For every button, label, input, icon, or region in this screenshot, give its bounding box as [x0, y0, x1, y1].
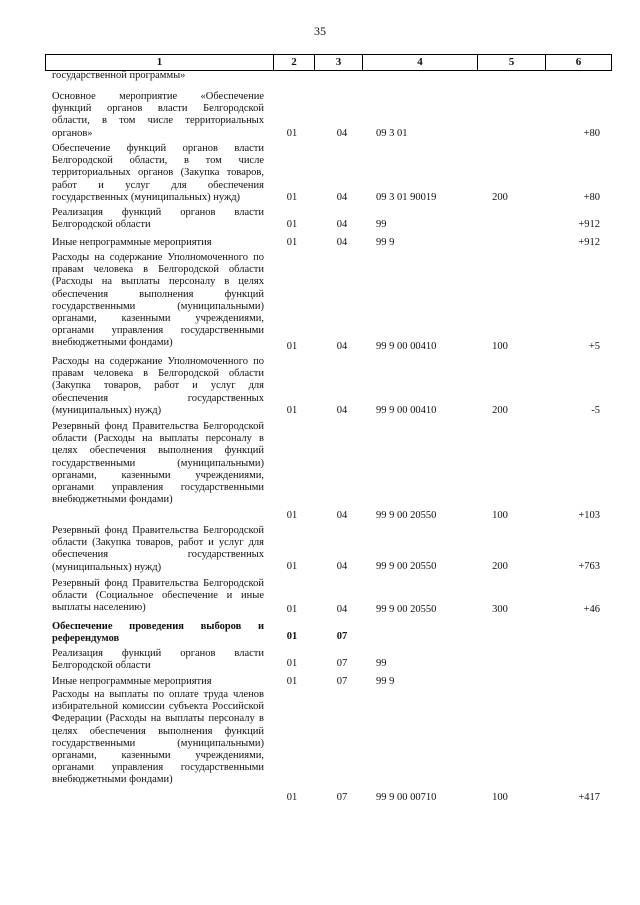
row-10-section: 01 [286, 631, 298, 642]
row-6-section: 01 [286, 405, 298, 416]
row-11-section: 01 [286, 658, 298, 669]
header-col-1: 1 [156, 56, 163, 68]
row-8-target-article: 99 9 00 20550 [376, 561, 437, 572]
row-2-section: 01 [286, 192, 298, 203]
row-13-target-article: 99 9 00 00710 [376, 792, 437, 803]
row-9-description: Резервный фонд Правительства Белгородской области (Социальное обеспечение и иные выплаты населению) [52, 578, 264, 614]
row-3-section: 01 [286, 219, 298, 230]
row-4-section: 01 [286, 237, 298, 248]
row-7-expense-type: 100 [492, 510, 508, 521]
row-7-section: 01 [286, 510, 298, 521]
row-3-sum: +912 [578, 219, 600, 230]
row-7-description: Резервный фонд Правительства Белгородской области (Расходы на выплаты персоналу в целях обеспечения выполнения функций государственными (муниципальными) органами, казенными учреждениями, органами управления государственными внебюджетными фондами) [52, 421, 264, 506]
row-12-description: Иные непрограммные мероприятия [52, 676, 212, 687]
row-2-sum: +80 [583, 192, 600, 203]
row-11-description: Реализация функций органов власти Белгородской области [52, 648, 264, 672]
header-col-5: 5 [477, 55, 545, 70]
row-8-description: Резервный фонд Правительства Белгородской области (Закупка товаров, работ и услуг для обеспечения государственных (муниципальных) нужд) [52, 525, 264, 573]
table-header [45, 54, 612, 71]
row-12-subsection: 07 [336, 676, 348, 687]
row-4-sum: +912 [578, 237, 600, 248]
row-1-description: Основное мероприятие «Обеспечение функций органов власти Белгородской области, в том числе территориальных органов» [52, 91, 264, 139]
row-8-section: 01 [286, 561, 298, 572]
row-10-subsection: 07 [336, 631, 348, 642]
row-5-sum: +5 [588, 341, 600, 352]
row-7-target-article: 99 9 00 20550 [376, 510, 437, 521]
row-5-description: Расходы на содержание Уполномоченного по правам человека в Белгородской области (Расходы на выплаты персоналу в целях обеспечения выполнения функций государственными (муниципальными) органами, казенными учреждениями, органами управления государственными внебюджетными фондами) [52, 252, 264, 349]
row-9-target-article: 99 9 00 20550 [376, 604, 437, 615]
row-13-description: Расходы на выплаты по оплате труда членов избирательной комиссии субъекта Российской Федерации (Расходы на выплаты персоналу в целях обеспечения выполнения функций государственными (муниципальными) органами, казенными учреждениями, органами управления государственными внебюджетными фондами) [52, 689, 264, 786]
header-col-3: 3 [314, 55, 362, 70]
row-6-target-article: 99 9 00 00410 [376, 405, 437, 416]
row-5-expense-type: 100 [492, 341, 508, 352]
row-1-subsection: 04 [336, 128, 348, 139]
row-3-subsection: 04 [336, 219, 348, 230]
row-5-target-article: 99 9 00 00410 [376, 341, 437, 352]
row-2-description: Обеспечение функций органов власти Белгородской области, в том числе территориальных органов (Закупка товаров, работ и услуг для обеспечения государственных (муниципальных) нужд) [52, 143, 264, 203]
row-5-section: 01 [286, 341, 298, 352]
row-2-expense-type: 200 [492, 192, 508, 203]
row-11-target-article: 99 [376, 658, 387, 669]
row-7-subsection: 04 [336, 510, 348, 521]
header-col-4: 4 [362, 55, 477, 70]
row-1-target-article: 09 3 01 [376, 128, 408, 139]
row-12-section: 01 [286, 676, 298, 687]
row-4-description: Иные непрограммные мероприятия [52, 237, 212, 248]
row-6-subsection: 04 [336, 405, 348, 416]
row-1-section: 01 [286, 128, 298, 139]
row-7-sum: +103 [578, 510, 600, 521]
row-4-subsection: 04 [336, 237, 348, 248]
row-4-target-article: 99 9 [376, 237, 395, 248]
row-13-section: 01 [286, 792, 298, 803]
row-2-subsection: 04 [336, 192, 348, 203]
row-8-expense-type: 200 [492, 561, 508, 572]
row-12-target-article: 99 9 [376, 676, 395, 687]
page-number: 35 [314, 24, 326, 38]
row-13-sum: +417 [578, 792, 600, 803]
row-6-expense-type: 200 [492, 405, 508, 416]
row-8-sum: +763 [578, 561, 600, 572]
row-1-sum: +80 [583, 128, 600, 139]
row-10-description: Обеспечение проведения выборов и референдумов [52, 621, 264, 645]
header-col-6: 6 [545, 55, 611, 70]
row-6-sum: -5 [591, 405, 600, 416]
row-9-sum: +46 [583, 604, 600, 615]
row-9-section: 01 [286, 604, 298, 615]
row-6-description: Расходы на содержание Уполномоченного по правам человека в Белгородской области (Закупка товаров, работ и услуг для обеспечения государственных (муниципальных) нужд) [52, 356, 264, 416]
row-0-description: государственной программы» [52, 70, 186, 81]
row-3-target-article: 99 [376, 219, 387, 230]
row-3-description: Реализация функций органов власти Белгородской области [52, 207, 264, 231]
row-11-subsection: 07 [336, 658, 348, 669]
row-13-expense-type: 100 [492, 792, 508, 803]
row-5-subsection: 04 [336, 341, 348, 352]
row-2-target-article: 09 3 01 90019 [376, 192, 437, 203]
header-col-2: 2 [273, 55, 314, 70]
row-9-expense-type: 300 [492, 604, 508, 615]
row-8-subsection: 04 [336, 561, 348, 572]
row-13-subsection: 07 [336, 792, 348, 803]
row-9-subsection: 04 [336, 604, 348, 615]
